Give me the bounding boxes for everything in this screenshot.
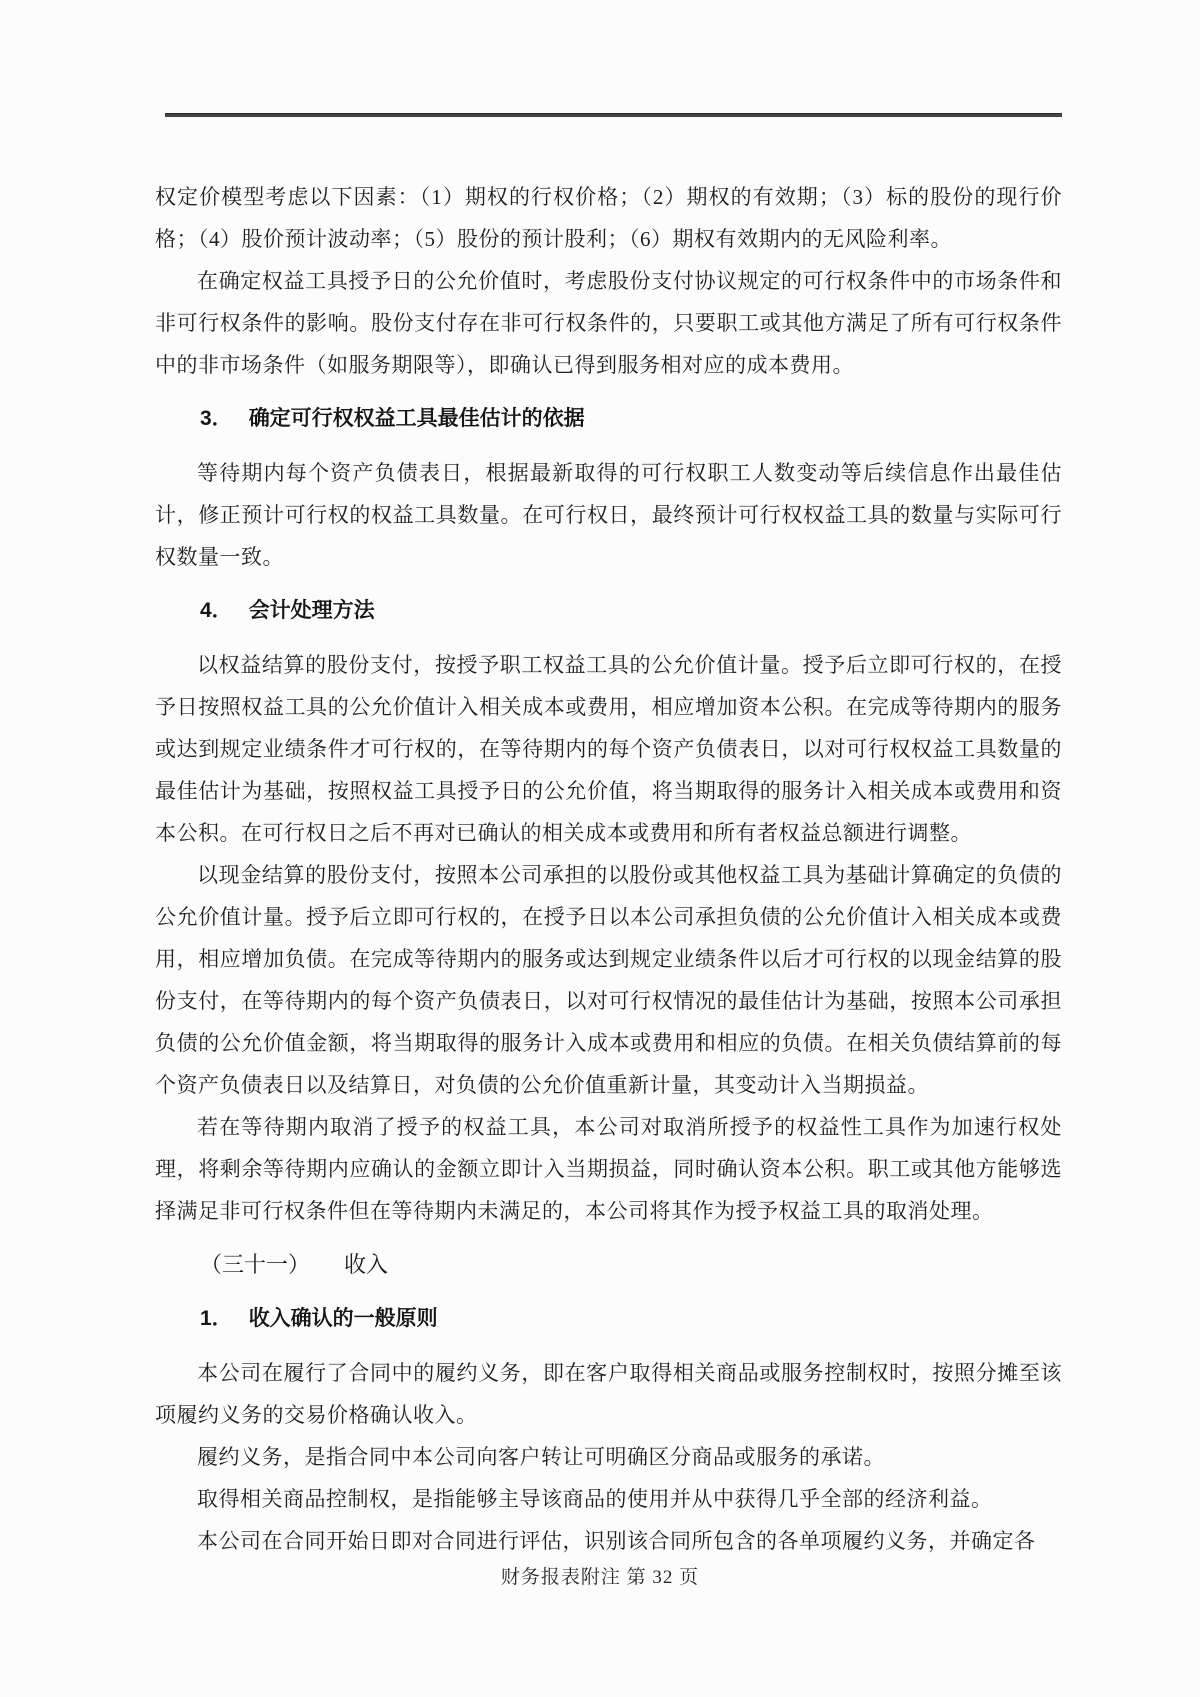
paragraph-grant-date-fair-value: 在确定权益工具授予日的公允价值时，考虑股份支付协议规定的可行权条件中的市场条件和非可行权条件的影响。股份支付存在非可行权条件的，只要职工或其他方满足了所有可行权条件中的非市场条件（如服务期限等），即确认已得到服务相对应的成本费用。	[155, 269, 1062, 377]
header-rule	[165, 113, 1062, 117]
paragraph-best-estimate: 等待期内每个资产负债表日，根据最新取得的可行权职工人数变动等后续信息作出最佳估计，修正预计可行权的权益工具数量。在可行权日，最终预计可行权权益工具的数量与实际可行权数量一致。	[155, 461, 1062, 569]
heading-section-revenue	[200, 1244, 1062, 1286]
page-footer: 财务报表附注 第 32 页	[500, 1567, 700, 1588]
paragraph-cancellation-treatment: 若在等待期内取消了授予的权益工具，本公司对取消所授予的权益性工具作为加速行权处理，将剩余等待期内应确认的金额立即计入当期损益，同时确认资本公积。职工或其他方能够选择满足非可行权条件但在等待期内未满足的，本公司将其作为授予权益工具的取消处理。	[155, 1115, 1062, 1223]
paragraph-option-pricing-factors: 权定价模型考虑以下因素：（1）期权的行权价格；（2）期权的有效期；（3）标的股份的现行价格；（4）股价预计波动率；（5）股份的预计股利；（6）期权有效期内的无风险利率。	[155, 185, 1062, 251]
heading-number: 1．	[200, 1307, 233, 1330]
paragraph-performance-obligation: 履约义务，是指合同中本公司向客户转让可明确区分商品或服务的承诺。	[197, 1445, 885, 1469]
heading-accounting-treatment	[200, 590, 1062, 632]
heading-title: 会计处理方法	[248, 599, 375, 622]
heading-number: 3．	[200, 407, 233, 430]
paragraph-contract-assessment: 本公司在合同开始日即对合同进行评估，识别该合同所包含的各单项履约义务，并确定各	[197, 1529, 1036, 1553]
paragraph-revenue-recognition: 本公司在履行了合同中的履约义务，即在客户取得相关商品或服务控制权时，按照分摊至该项履约义务的交易价格确认收入。	[155, 1361, 1062, 1427]
heading-number: 4．	[200, 599, 233, 622]
paragraph-equity-settled-payment: 以权益结算的股份支付，按授予职工权益工具的公允价值计量。授予后立即可行权的，在授予日按照权益工具的公允价值计入相关成本或费用，相应增加资本公积。在完成等待期内的服务或达到规定业绩条件才可行权的，在等待期内的每个资产负债表日，以对可行权权益工具数量的最佳估计为基础，按照权益工具授予日的公允价值，将当期取得的服务计入相关成本或费用和资本公积。在可行权日之后不再对已确认的相关成本或费用和所有者权益总额进行调整。	[155, 653, 1062, 845]
heading-title: 确定可行权权益工具最佳估计的依据	[248, 407, 585, 430]
heading-title: 收入确认的一般原则	[248, 1307, 438, 1330]
paragraph-control-right: 取得相关商品控制权，是指能够主导该商品的使用并从中获得几乎全部的经济利益。	[197, 1487, 993, 1511]
heading-vesting-estimate-basis	[200, 398, 1062, 440]
paragraph-cash-settled-payment: 以现金结算的股份支付，按照本公司承担的以股份或其他权益工具为基础计算确定的负债的公允价值计量。授予后立即可行权的，在授予日以本公司承担负债的公允价值计入相关成本或费用，相应增加负债。在完成等待期内的服务或达到规定业绩条件以后才可行权的以现金结算的股份支付，在等待期内的每个资产负债表日，以对可行权情况的最佳估计为基础，按照本公司承担负债的公允价值金额，将当期取得的服务计入成本或费用和相应的负债。在相关负债结算前的每个资产负债表日以及结算日，对负债的公允价值重新计量，其变动计入当期损益。	[155, 863, 1062, 1097]
heading-number: （三十一）	[200, 1252, 311, 1277]
heading-title: 收入	[344, 1252, 389, 1277]
document-body	[155, 176, 1062, 1562]
heading-revenue-general-principle	[200, 1298, 1062, 1340]
